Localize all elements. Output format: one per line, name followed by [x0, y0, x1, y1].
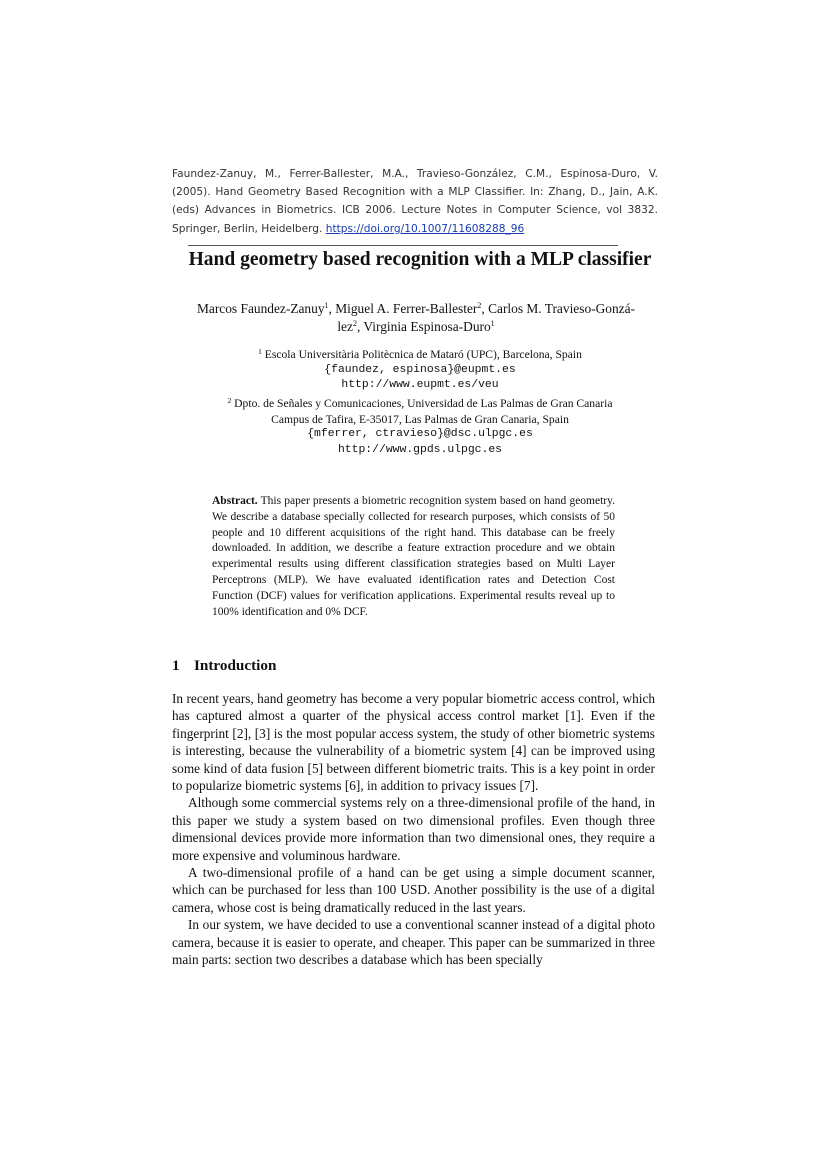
affiliation-1 — [170, 347, 670, 394]
affiliation-line: Campus de Tafira, E-35017, Las Palmas de Gran Canaria, Spain — [271, 412, 569, 426]
affiliation-email: {mferrer, ctravieso}@dsc.ulpgc.es — [307, 428, 533, 441]
abstract-label: Abstract. — [212, 495, 258, 507]
author: Carlos M. Travieso-Gonzá-lez$^2$, — [337, 301, 636, 334]
doi-link[interactable]: https://doi.org/10.1007/11608288_96 — [325, 222, 525, 235]
paragraph: A two-dimensional profile of a hand can be get using a simple document scanner, which can be purchased for less than 100 USD. Another possibility is the use of a digital camera, whose cost is being dramatically reduced in the last years. — [172, 865, 655, 915]
body-text — [172, 690, 655, 969]
abstract-text: This paper presents a biometric recognition system based on hand geometry. We describe a database specially collected for research purposes, which consists of 50 people and 10 different acquisitions of the right hand. This database can be freely downloaded. In addition, we describe a feature extraction procedure and we obtain experimental results using different classification strategies based on Multi Layer Perceptrons (MLP). We have evaluated identification rates and Detection Cost Function (DCF) values for verification applications. Experimental results reveal up to 100% identification and 0% DCF. — [212, 495, 615, 618]
section-heading — [172, 656, 276, 676]
citation-text: Faundez-Zanuy, M., Ferrer-Ballester, M.A., Travieso-González, C.M., Espinosa-Duro, V. (2005). Hand Geometry Based Recognition with a MLP Classifier. In: Zhang, D., Jain, A.K. (eds) Advances in Biometrics. ICB 2006. Lecture Notes in Computer Science, vol 3832. Springer, Berlin, Heidelberg. — [172, 168, 658, 235]
paragraph: Although some commercial systems rely on a three-dimensional profile of the hand, in this paper we study a system based on two dimensional profiles. Even though three dimensional devices provide more information than two dimensional ones, they require a more expensive and voluminous hardware. — [172, 795, 655, 863]
section-title: Introduction — [194, 657, 277, 674]
author-list — [190, 300, 642, 336]
section-number: 1 — [172, 657, 180, 674]
affiliation-url[interactable]: http://www.gpds.ulpgc.es — [337, 443, 503, 456]
author: Marcos Faundez-Zanuy$^1$, — [196, 301, 336, 316]
citation-block — [172, 165, 658, 238]
affiliation-line: $^1$ Escola Universitària Politècnica de Mataró (UPC), Barcelona, Spain — [258, 347, 582, 361]
affiliation-line: $^2$ Dpto. de Señales y Comunicaciones, Universidad de Las Palmas de Gran Canaria — [227, 396, 613, 410]
header-divider — [188, 245, 618, 246]
author: Virginia Espinosa-Duro$^1$ — [363, 319, 495, 334]
author: Miguel A. Ferrer-Ballester$^2$, — [335, 301, 489, 316]
affiliation-2 — [170, 396, 670, 458]
paragraph: In recent years, hand geometry has become a very popular biometric access control, which has captured almost a quarter of the physical access control market [1]. Even if the fingerprint [2], [3] is the most popular access system, the study of other biometric systems is interesting, because the vulnerability of a biometric system [4] can be improved using some kind of data fusion [5] between different biometric traits. This is a key point in order to popularize biometric systems [6], in addition to privacy issues [7]. — [172, 691, 655, 794]
paper-title: Hand geometry based recognition with a MLP classifier — [188, 249, 652, 270]
abstract — [212, 494, 615, 620]
paragraph: In our system, we have decided to use a conventional scanner instead of a digital photo camera, because it is easier to operate, and cheaper. This paper can be summarized in three main parts: section two describes a database which has been specially — [172, 917, 655, 968]
affiliation-url[interactable]: http://www.eupmt.es/veu — [341, 379, 499, 392]
affiliation-email: {faundez, espinosa}@eupmt.es — [324, 363, 516, 376]
